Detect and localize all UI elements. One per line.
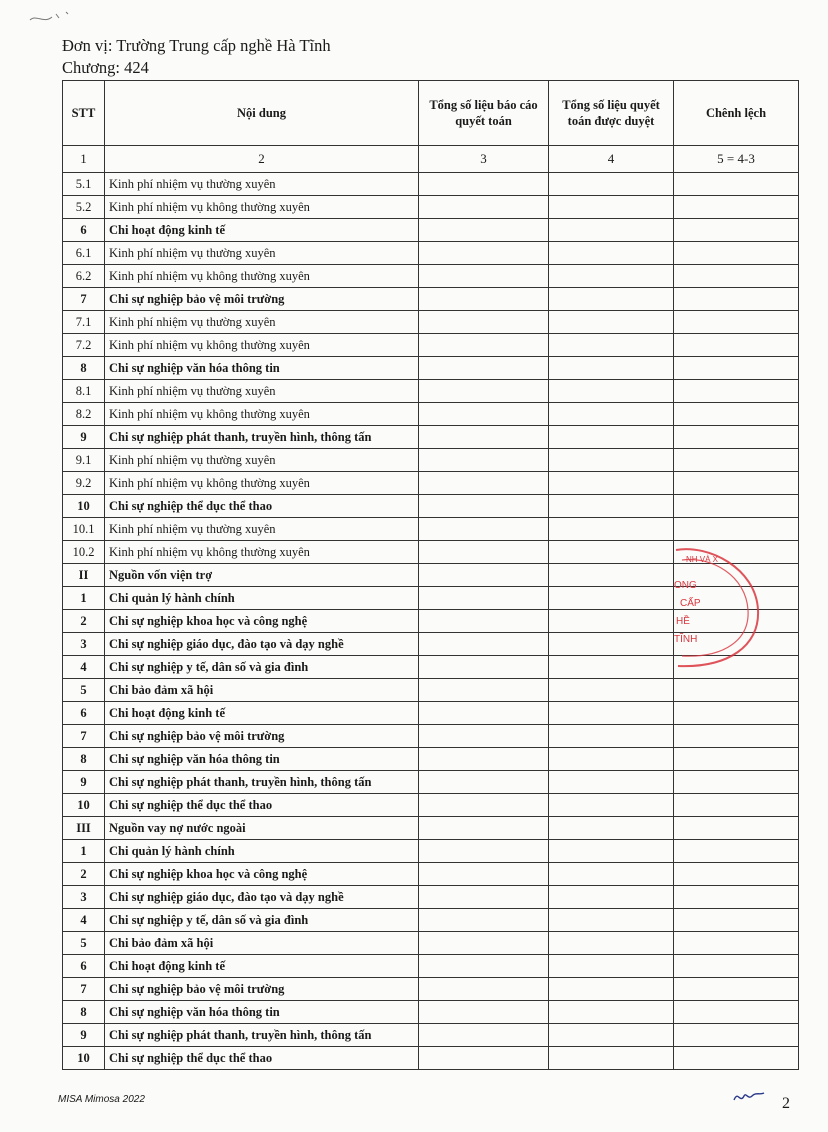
row-stt: 8 (63, 357, 105, 380)
row-content: Kinh phí nhiệm vụ thường xuyên (105, 518, 419, 541)
col-header-reported-total: Tổng số liệu báo cáo quyết toán (419, 81, 549, 146)
row-difference-value (674, 311, 799, 334)
row-difference-value (674, 679, 799, 702)
row-difference-value (674, 518, 799, 541)
row-reported-value (419, 265, 549, 288)
row-reported-value (419, 771, 549, 794)
row-difference-value (674, 357, 799, 380)
row-difference-value (674, 219, 799, 242)
table-row (63, 1047, 799, 1070)
row-difference-value (674, 495, 799, 518)
row-difference-value (674, 771, 799, 794)
column-numbering-row (63, 146, 799, 173)
row-stt: 10 (63, 1047, 105, 1070)
row-difference-value (674, 978, 799, 1001)
row-difference-value (674, 1047, 799, 1070)
row-content: Chi bảo đảm xã hội (105, 932, 419, 955)
table-row (63, 265, 799, 288)
row-content: Chi sự nghiệp y tế, dân số và gia đình (105, 909, 419, 932)
col-header-difference: Chênh lệch (674, 81, 799, 146)
table-row (63, 173, 799, 196)
row-approved-value (549, 265, 674, 288)
row-stt: 4 (63, 656, 105, 679)
page-number: 2 (782, 1095, 790, 1112)
row-reported-value (419, 1024, 549, 1047)
row-stt: II (63, 564, 105, 587)
row-difference-value (674, 1001, 799, 1024)
table-row (63, 909, 799, 932)
row-reported-value (419, 909, 549, 932)
row-stt: 1 (63, 587, 105, 610)
row-stt: 4 (63, 909, 105, 932)
row-content: Chi hoạt động kinh tế (105, 219, 419, 242)
row-content: Chi sự nghiệp thể dục thể thao (105, 495, 419, 518)
table-row (63, 380, 799, 403)
row-content: Kinh phí nhiệm vụ thường xuyên (105, 449, 419, 472)
row-stt: 5.1 (63, 173, 105, 196)
row-content: Kinh phí nhiệm vụ không thường xuyên (105, 265, 419, 288)
row-content: Chi sự nghiệp phát thanh, truyền hình, thông tấn (105, 1024, 419, 1047)
row-reported-value (419, 357, 549, 380)
row-stt: 9 (63, 426, 105, 449)
table-row (63, 403, 799, 426)
col-number: 2 (105, 146, 419, 173)
row-content: Chi sự nghiệp khoa học và công nghệ (105, 610, 419, 633)
initials-signature (732, 1086, 766, 1106)
row-approved-value (549, 1024, 674, 1047)
table-row (63, 219, 799, 242)
row-reported-value (419, 748, 549, 771)
row-difference-value (674, 702, 799, 725)
row-stt: 10.2 (63, 541, 105, 564)
row-reported-value (419, 932, 549, 955)
row-approved-value (549, 196, 674, 219)
row-stt: 5 (63, 679, 105, 702)
row-approved-value (549, 817, 674, 840)
row-reported-value (419, 334, 549, 357)
row-difference-value (674, 265, 799, 288)
row-stt: 5 (63, 932, 105, 955)
row-stt: 7.2 (63, 334, 105, 357)
row-approved-value (549, 702, 674, 725)
col-number: 1 (63, 146, 105, 173)
unit-label: Đơn vị: Trường Trung cấp nghề Hà Tĩnh (62, 36, 331, 55)
row-approved-value (549, 472, 674, 495)
row-approved-value (549, 932, 674, 955)
row-approved-value (549, 886, 674, 909)
table-row (63, 679, 799, 702)
row-stt: 9 (63, 1024, 105, 1047)
row-difference-value (674, 748, 799, 771)
row-content: Chi sự nghiệp y tế, dân số và gia đình (105, 656, 419, 679)
table-row (63, 472, 799, 495)
row-approved-value (549, 311, 674, 334)
row-difference-value (674, 380, 799, 403)
row-difference-value (674, 840, 799, 863)
row-reported-value (419, 725, 549, 748)
row-difference-value (674, 426, 799, 449)
row-approved-value (549, 495, 674, 518)
row-stt: 10 (63, 794, 105, 817)
row-approved-value (549, 978, 674, 1001)
row-approved-value (549, 909, 674, 932)
row-stt: 2 (63, 863, 105, 886)
stamp-text-arc: NH VÀ X (686, 555, 719, 564)
table-row (63, 932, 799, 955)
row-approved-value (549, 219, 674, 242)
row-stt: III (63, 817, 105, 840)
table-row (63, 955, 799, 978)
col-header-content: Nội dung (105, 81, 419, 146)
row-reported-value (419, 311, 549, 334)
table-row (63, 334, 799, 357)
row-stt: 7.1 (63, 311, 105, 334)
row-difference-value (674, 932, 799, 955)
row-content: Nguồn vay nợ nước ngoài (105, 817, 419, 840)
table-row (63, 196, 799, 219)
row-reported-value (419, 472, 549, 495)
row-approved-value (549, 564, 674, 587)
row-approved-value (549, 679, 674, 702)
row-content: Kinh phí nhiệm vụ thường xuyên (105, 311, 419, 334)
table-row (63, 1024, 799, 1047)
row-difference-value (674, 817, 799, 840)
col-number: 5 = 4-3 (674, 146, 799, 173)
row-difference-value (674, 288, 799, 311)
row-difference-value (674, 909, 799, 932)
row-stt: 6 (63, 702, 105, 725)
row-reported-value (419, 403, 549, 426)
row-difference-value (674, 242, 799, 265)
row-content: Kinh phí nhiệm vụ không thường xuyên (105, 472, 419, 495)
row-reported-value (419, 518, 549, 541)
row-stt: 10.1 (63, 518, 105, 541)
row-difference-value (674, 1024, 799, 1047)
table-row (63, 794, 799, 817)
row-reported-value (419, 173, 549, 196)
row-reported-value (419, 587, 549, 610)
row-stt: 5.2 (63, 196, 105, 219)
row-difference-value (674, 955, 799, 978)
pen-scribble-mark (26, 8, 76, 36)
stamp-text-line: HỀ (676, 616, 690, 627)
row-content: Kinh phí nhiệm vụ thường xuyên (105, 380, 419, 403)
row-reported-value (419, 1001, 549, 1024)
row-reported-value (419, 564, 549, 587)
row-stt: 9.1 (63, 449, 105, 472)
row-difference-value (674, 472, 799, 495)
row-stt: 6.2 (63, 265, 105, 288)
chapter-label: Chương: 424 (62, 58, 149, 77)
row-stt: 8.1 (63, 380, 105, 403)
row-approved-value (549, 863, 674, 886)
col-header-stt: STT (63, 81, 105, 146)
row-content: Kinh phí nhiệm vụ không thường xuyên (105, 196, 419, 219)
row-stt: 8.2 (63, 403, 105, 426)
row-stt: 7 (63, 725, 105, 748)
row-content: Chi sự nghiệp bảo vệ môi trường (105, 288, 419, 311)
col-number: 3 (419, 146, 549, 173)
row-reported-value (419, 863, 549, 886)
row-reported-value (419, 1047, 549, 1070)
row-reported-value (419, 794, 549, 817)
row-approved-value (549, 541, 674, 564)
row-reported-value (419, 955, 549, 978)
table-row (63, 725, 799, 748)
row-stt: 7 (63, 978, 105, 1001)
table-row (63, 840, 799, 863)
table-row (63, 817, 799, 840)
row-content: Chi hoạt động kinh tế (105, 955, 419, 978)
row-content: Kinh phí nhiệm vụ thường xuyên (105, 173, 419, 196)
row-difference-value (674, 403, 799, 426)
table-row (63, 702, 799, 725)
table-row (63, 357, 799, 380)
row-stt: 2 (63, 610, 105, 633)
red-seal-stamp (668, 548, 760, 668)
row-content: Kinh phí nhiệm vụ không thường xuyên (105, 334, 419, 357)
row-approved-value (549, 426, 674, 449)
row-approved-value (549, 633, 674, 656)
row-approved-value (549, 334, 674, 357)
row-reported-value (419, 633, 549, 656)
row-approved-value (549, 1001, 674, 1024)
table-row (63, 863, 799, 886)
row-approved-value (549, 610, 674, 633)
row-content: Chi sự nghiệp văn hóa thông tin (105, 357, 419, 380)
footer-software-label: MISA Mimosa 2022 (58, 1094, 145, 1105)
row-content: Chi sự nghiệp bảo vệ môi trường (105, 978, 419, 1001)
row-content: Chi sự nghiệp giáo dục, đào tạo và dạy nghề (105, 886, 419, 909)
row-difference-value (674, 196, 799, 219)
row-approved-value (549, 242, 674, 265)
row-difference-value (674, 173, 799, 196)
row-reported-value (419, 702, 549, 725)
row-reported-value (419, 886, 549, 909)
row-content: Chi sự nghiệp phát thanh, truyền hình, thông tấn (105, 771, 419, 794)
row-content: Kinh phí nhiệm vụ không thường xuyên (105, 541, 419, 564)
row-difference-value (674, 725, 799, 748)
table-row (63, 771, 799, 794)
row-stt: 3 (63, 886, 105, 909)
row-approved-value (549, 288, 674, 311)
row-content: Chi hoạt động kinh tế (105, 702, 419, 725)
table-row (63, 1001, 799, 1024)
row-stt: 8 (63, 1001, 105, 1024)
row-reported-value (419, 610, 549, 633)
row-content: Chi sự nghiệp thể dục thể thao (105, 794, 419, 817)
row-content: Kinh phí nhiệm vụ thường xuyên (105, 242, 419, 265)
row-approved-value (549, 1047, 674, 1070)
table-row (63, 311, 799, 334)
row-approved-value (549, 403, 674, 426)
stamp-text-line: TĨNH (674, 634, 698, 645)
row-reported-value (419, 679, 549, 702)
row-difference-value (674, 886, 799, 909)
row-approved-value (549, 449, 674, 472)
row-content: Chi sự nghiệp khoa học và công nghệ (105, 863, 419, 886)
row-reported-value (419, 656, 549, 679)
row-reported-value (419, 840, 549, 863)
table-row (63, 978, 799, 1001)
row-reported-value (419, 242, 549, 265)
table-row (63, 495, 799, 518)
stamp-text-line: ONG (674, 580, 697, 591)
row-content: Chi sự nghiệp văn hóa thông tin (105, 1001, 419, 1024)
row-stt: 6.1 (63, 242, 105, 265)
stamp-text-line: CẤP (680, 598, 701, 609)
table-row (63, 288, 799, 311)
row-reported-value (419, 219, 549, 242)
row-stt: 3 (63, 633, 105, 656)
row-difference-value (674, 794, 799, 817)
row-content: Chi sự nghiệp văn hóa thông tin (105, 748, 419, 771)
row-content: Chi sự nghiệp thể dục thể thao (105, 1047, 419, 1070)
row-content: Nguồn vốn viện trợ (105, 564, 419, 587)
row-reported-value (419, 196, 549, 219)
table-row (63, 748, 799, 771)
row-content: Chi quản lý hành chính (105, 587, 419, 610)
row-stt: 10 (63, 495, 105, 518)
row-difference-value (674, 863, 799, 886)
row-difference-value (674, 449, 799, 472)
table-row (63, 518, 799, 541)
row-reported-value (419, 288, 549, 311)
row-reported-value (419, 380, 549, 403)
row-approved-value (549, 656, 674, 679)
row-reported-value (419, 541, 549, 564)
row-reported-value (419, 978, 549, 1001)
row-difference-value (674, 334, 799, 357)
row-content: Chi sự nghiệp giáo dục, đào tạo và dạy nghề (105, 633, 419, 656)
row-approved-value (549, 587, 674, 610)
row-approved-value (549, 955, 674, 978)
row-approved-value (549, 794, 674, 817)
row-content: Chi quản lý hành chính (105, 840, 419, 863)
row-approved-value (549, 771, 674, 794)
table-row (63, 886, 799, 909)
row-reported-value (419, 817, 549, 840)
table-header-row (63, 81, 799, 146)
row-reported-value (419, 495, 549, 518)
row-reported-value (419, 449, 549, 472)
col-header-approved-total: Tổng số liệu quyết toán được duyệt (549, 81, 674, 146)
row-stt: 6 (63, 219, 105, 242)
row-approved-value (549, 380, 674, 403)
row-approved-value (549, 840, 674, 863)
row-content: Chi bảo đảm xã hội (105, 679, 419, 702)
row-stt: 9 (63, 771, 105, 794)
table-row (63, 242, 799, 265)
table-row (63, 449, 799, 472)
row-stt: 6 (63, 955, 105, 978)
row-stt: 1 (63, 840, 105, 863)
row-approved-value (549, 173, 674, 196)
row-approved-value (549, 357, 674, 380)
row-approved-value (549, 748, 674, 771)
row-stt: 9.2 (63, 472, 105, 495)
col-number: 4 (549, 146, 674, 173)
row-stt: 8 (63, 748, 105, 771)
row-content: Chi sự nghiệp phát thanh, truyền hình, thông tấn (105, 426, 419, 449)
row-approved-value (549, 518, 674, 541)
row-approved-value (549, 725, 674, 748)
row-content: Chi sự nghiệp bảo vệ môi trường (105, 725, 419, 748)
row-content: Kinh phí nhiệm vụ không thường xuyên (105, 403, 419, 426)
row-reported-value (419, 426, 549, 449)
row-stt: 7 (63, 288, 105, 311)
table-row (63, 426, 799, 449)
